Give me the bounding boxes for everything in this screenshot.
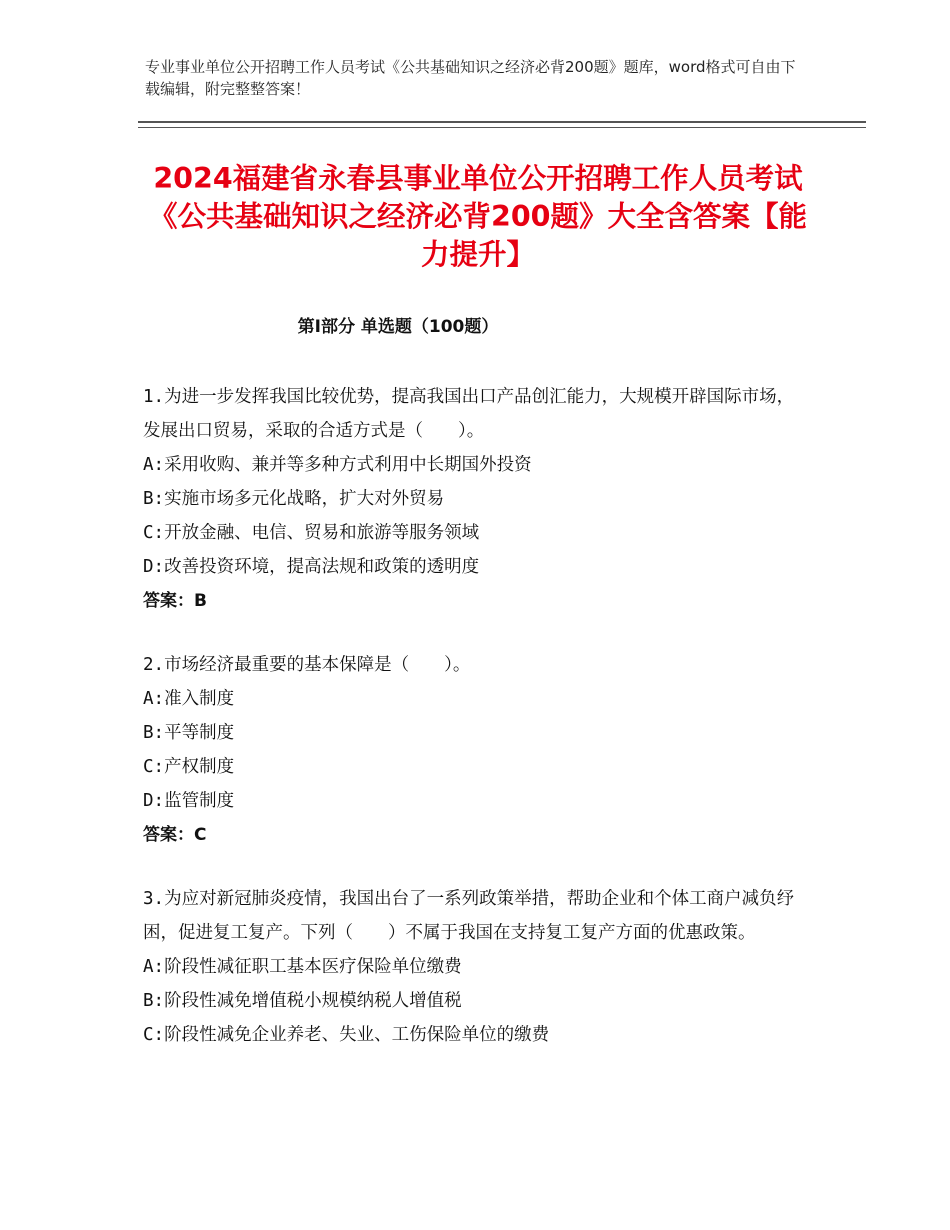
option-b: B:阶段性减免增值税小规模纳税人增值税	[143, 991, 462, 1011]
option-b: B:实施市场多元化战略，扩大对外贸易	[143, 489, 445, 509]
option-d: D:改善投资环境，提高法规和政策的透明度	[143, 557, 480, 577]
section-heading: 第Ⅰ部分 单选题（100题）	[297, 317, 499, 337]
document-title: 2024福建省永春县事业单位公开招聘工作人员考试《公共基础知识之经济必背200题》大全含答案【能力提升】	[149, 162, 807, 271]
question-2	[143, 648, 803, 852]
option-a: A:准入制度	[143, 689, 235, 709]
question-3	[143, 882, 803, 1052]
question-stem: 3.为应对新冠肺炎疫情，我国出台了一系列政策举措，帮助企业和个体工商户减负纾困，促进复工复产。下列（ ）不属于我国在支持复工复产方面的优惠政策。	[143, 889, 795, 943]
question-1	[143, 380, 803, 618]
option-c: C:产权制度	[143, 757, 235, 777]
option-a: A:采用收购、兼并等多种方式利用中长期国外投资	[143, 455, 532, 475]
option-a: A:阶段性减征职工基本医疗保险单位缴费	[143, 957, 462, 977]
header-divider	[138, 121, 866, 128]
question-stem: 1.为进一步发挥我国比较优势，提高我国出口产品创汇能力，大规模开辟国际市场，发展出口贸易，采取的合适方式是（ ）。	[143, 387, 795, 441]
option-c: C:开放金融、电信、贸易和旅游等服务领域	[143, 523, 480, 543]
option-d: D:监管制度	[143, 791, 235, 811]
question-list	[143, 380, 803, 1082]
answer-line: 答案：C	[143, 825, 207, 845]
question-stem: 2.市场经济最重要的基本保障是（ ）。	[143, 655, 471, 675]
option-c: C:阶段性减免企业养老、失业、工伤保险单位的缴费	[143, 1025, 550, 1045]
option-b: B:平等制度	[143, 723, 235, 743]
answer-line: 答案：B	[143, 591, 207, 611]
header-note: 专业事业单位公开招聘工作人员考试《公共基础知识之经济必背200题》题库，word格式可自由下载编辑，附完整整答案！	[145, 58, 796, 98]
